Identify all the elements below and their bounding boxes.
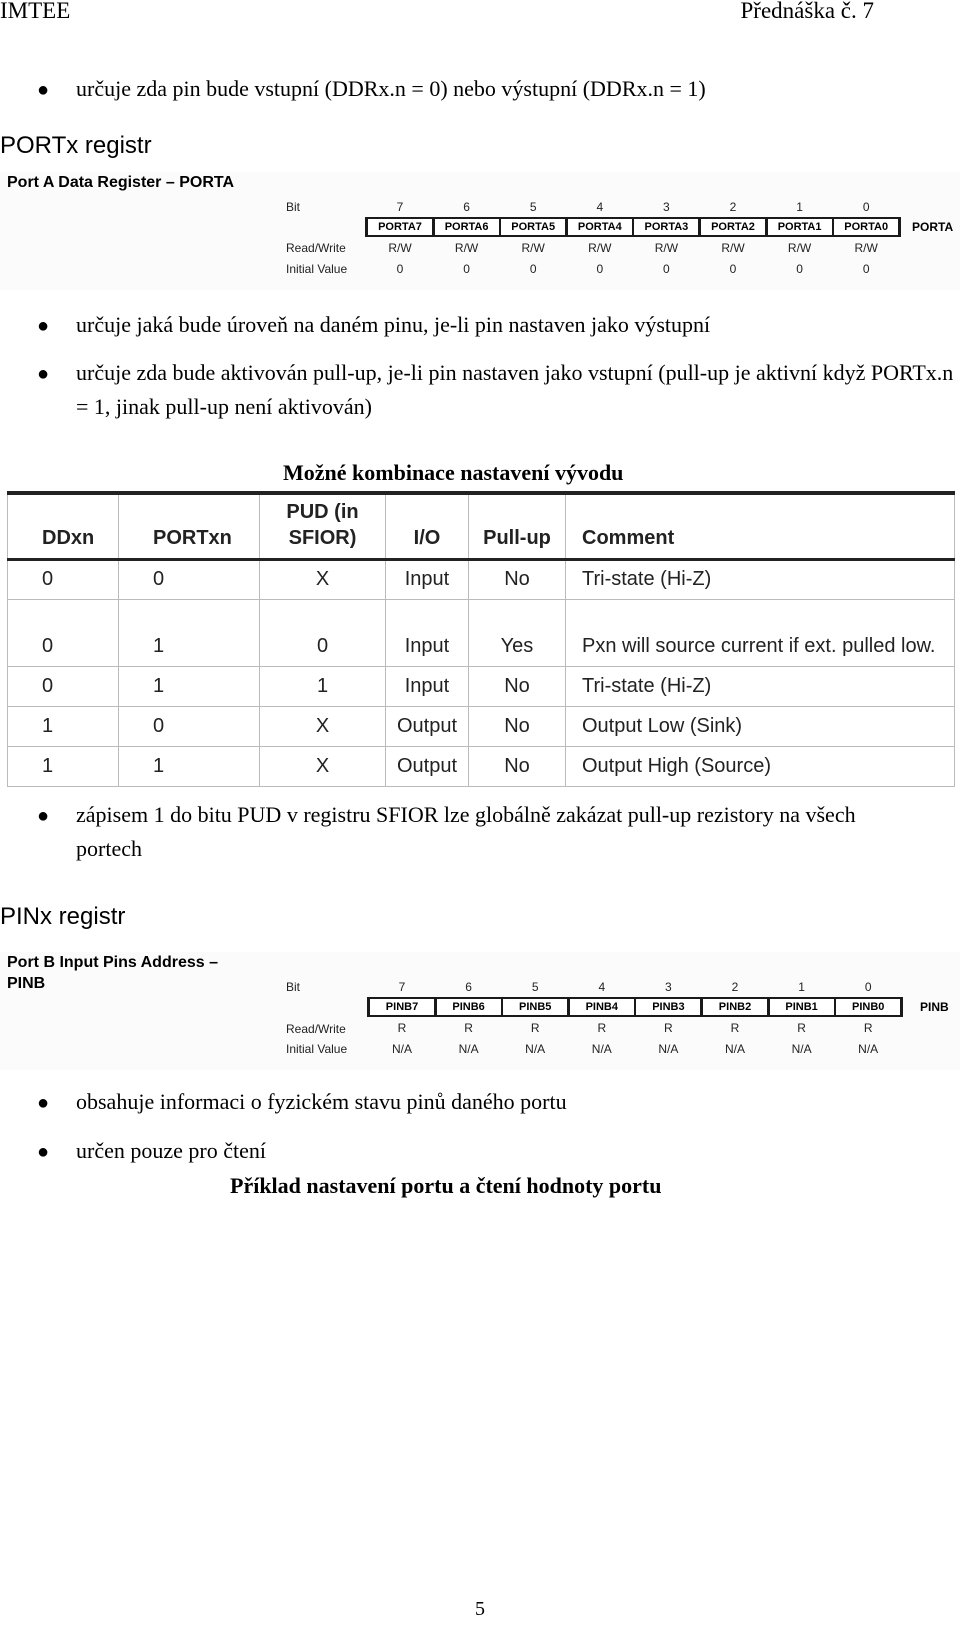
- pinb-bit-rw: R: [597, 1021, 607, 1035]
- combos-title: Možné kombinace nastavení vývodu: [283, 460, 624, 485]
- cell-io: Input: [386, 560, 469, 600]
- cell-pullup: No: [469, 667, 566, 707]
- cell-portxn: 1: [119, 600, 260, 667]
- cell-pullup: Yes: [469, 600, 566, 667]
- porta-figure-title: Port A Data Register – PORTA: [7, 174, 235, 191]
- porta-bit-number: 5: [529, 200, 537, 214]
- porta-bit-init: 0: [463, 262, 470, 276]
- bullet-ddr-text: určuje zda pin bude vstupní (DDRx.n = 0) nebo výstupní (DDRx.n = 1): [76, 76, 706, 101]
- porta-bit-name: PORTA6: [435, 219, 499, 235]
- porta-bit-number: 2: [729, 200, 737, 214]
- pinb-bit-name: PINB4: [570, 999, 634, 1015]
- init-label: Initial Value: [286, 262, 348, 276]
- cell-ddxn: 1: [8, 747, 119, 787]
- bit-label: Bit: [286, 200, 301, 214]
- porta-bit-name: PORTA0: [834, 219, 898, 235]
- porta-bit-number: 7: [396, 200, 404, 214]
- cell-comment: Pxn will source current if ext. pulled low.: [566, 600, 955, 667]
- rw-label: Read/Write: [286, 241, 346, 255]
- cell-portxn: 0: [119, 560, 260, 600]
- pinb-figure-title-1: Port B Input Pins Address –: [7, 954, 218, 971]
- pinb-bit-name: PINB6: [437, 999, 501, 1015]
- col-pud-label: PUD (in SFIOR): [286, 501, 359, 549]
- porta-bit-name: PORTA3: [634, 219, 698, 235]
- bit-label: Bit: [286, 980, 301, 994]
- cell-comment: Output High (Source): [566, 747, 955, 787]
- cell-ddxn: 0: [8, 667, 119, 707]
- cell-ddxn: 0: [8, 560, 119, 600]
- pinb-bit-number: 5: [531, 980, 539, 994]
- pinb-bit-name: PINB1: [770, 999, 834, 1015]
- porta-bit-name: PORTA7: [368, 219, 432, 235]
- header-right: Přednáška č. 7: [740, 0, 874, 23]
- cell-io: Output: [386, 707, 469, 747]
- porta-bit-init: 0: [396, 262, 404, 276]
- cell-comment: Output Low (Sink): [566, 707, 955, 747]
- cell-pullup: No: [469, 560, 566, 600]
- pinb-bit-rw: R: [530, 1021, 540, 1035]
- header-left: IMTEE: [0, 0, 71, 23]
- bullet-icon: ●: [37, 1141, 50, 1163]
- porta-bit-init: 0: [529, 262, 537, 276]
- cell-pud: X: [260, 747, 386, 787]
- bullet-icon: ●: [37, 805, 50, 827]
- porta-bit-number: 4: [596, 200, 604, 214]
- page-number: 5: [475, 1598, 485, 1620]
- bullet-pullup: určuje zda bude aktivován pull-up, je-li pin nastaven jako vstupní (pull-up je aktivní když PORTx.n = 1, jinak pull-up není aktivován): [76, 360, 954, 419]
- cell-pud: X: [260, 560, 386, 600]
- init-label: Initial Value: [286, 1042, 348, 1056]
- table-row: [8, 560, 955, 600]
- porta-reg-name: PORTA: [912, 220, 954, 234]
- pinb-bit-rw: R: [397, 1021, 407, 1035]
- porta-bit-rw: R/W: [654, 241, 679, 255]
- porta-bit-rw: R/W: [521, 241, 545, 255]
- pinx-heading: PINx registr: [0, 903, 126, 930]
- col-pullup: Pull-up: [469, 495, 566, 560]
- porta-bit-rw: R/W: [854, 241, 878, 255]
- pinb-bit-init: N/A: [724, 1042, 745, 1056]
- pinb-bit-number: 7: [398, 980, 406, 994]
- porta-bit-name: PORTA1: [768, 219, 832, 235]
- portx-heading: PORTx registr: [0, 132, 152, 159]
- cell-pud: X: [260, 707, 386, 747]
- table-row: [8, 707, 955, 747]
- cell-ddxn: 0: [8, 600, 119, 667]
- pinb-register-figure: [0, 952, 960, 1070]
- table-header-row: [8, 495, 955, 560]
- bullet-icon: ●: [37, 315, 50, 337]
- pinb-bit-name: PINB2: [703, 999, 767, 1015]
- porta-register-figure: [0, 172, 960, 290]
- pinb-bit-number: 3: [665, 980, 672, 994]
- col-io: I/O: [386, 495, 469, 560]
- col-comment: Comment: [566, 495, 955, 560]
- pinb-bit-init: N/A: [591, 1042, 612, 1056]
- combos-table: [7, 495, 955, 787]
- pinb-bit-init: N/A: [458, 1042, 479, 1056]
- pinb-reg-name: PINB: [920, 1000, 949, 1014]
- pinb-bit-number: 4: [598, 980, 606, 994]
- cell-portxn: 1: [119, 747, 260, 787]
- example-title: Příklad nastavení portu a čtení hodnoty portu: [230, 1173, 662, 1198]
- pinb-bit-rw: R: [664, 1021, 673, 1035]
- cell-pud: 0: [260, 600, 386, 667]
- pinb-bit-rw: R: [464, 1021, 473, 1035]
- bullet-read-only: určen pouze pro čtení: [76, 1138, 266, 1163]
- rw-label: Read/Write: [286, 1022, 346, 1036]
- col-pud: [260, 495, 386, 560]
- cell-io: Input: [386, 667, 469, 707]
- porta-bit-rw: R/W: [721, 241, 745, 255]
- pinb-bit-number: 0: [864, 980, 872, 994]
- pinb-bit-init: N/A: [791, 1042, 812, 1056]
- pinb-bit-name: PINB7: [370, 999, 434, 1015]
- porta-bit-init: 0: [729, 262, 737, 276]
- pinb-bit-init: N/A: [658, 1042, 679, 1056]
- porta-bit-number: 1: [796, 200, 803, 214]
- table-row: [8, 747, 955, 787]
- porta-bit-rw: R/W: [454, 241, 479, 255]
- porta-bit-name: PORTA2: [701, 219, 765, 235]
- cell-io: Input: [386, 600, 469, 667]
- pinb-bit-rw: R: [797, 1021, 806, 1035]
- pinb-bit-init: N/A: [391, 1042, 412, 1056]
- porta-bit-number: 0: [862, 200, 870, 214]
- bullet-icon: ●: [37, 363, 50, 385]
- porta-bit-name: PORTA4: [568, 219, 632, 235]
- cell-pullup: No: [469, 747, 566, 787]
- cell-ddxn: 1: [8, 707, 119, 747]
- cell-portxn: 0: [119, 707, 260, 747]
- cell-portxn: 1: [119, 667, 260, 707]
- pinb-bit-rw: R: [863, 1021, 873, 1035]
- porta-bit-init: 0: [663, 262, 670, 276]
- bullet-icon: ●: [37, 79, 50, 101]
- porta-bit-number: 6: [463, 200, 470, 214]
- cell-io: Output: [386, 747, 469, 787]
- pinb-bit-rw: R: [730, 1021, 740, 1035]
- pinb-bit-number: 2: [731, 980, 739, 994]
- pinb-bit-number: 6: [465, 980, 472, 994]
- bullet-icon: ●: [37, 1092, 50, 1114]
- col-portxn: PORTxn: [119, 495, 260, 560]
- porta-bit-init: 0: [596, 262, 604, 276]
- table-row: [8, 667, 955, 707]
- table-row: [8, 600, 955, 667]
- porta-bit-init: 0: [862, 262, 870, 276]
- cell-pullup: No: [469, 707, 566, 747]
- porta-bit-number: 3: [663, 200, 670, 214]
- pinb-figure-title-2: PINB: [7, 975, 46, 992]
- cell-comment: Tri-state (Hi-Z): [566, 667, 955, 707]
- bullet-pud: zápisem 1 do bitu PUD v registru SFIOR lze globálně zakázat pull-up rezistory na všech portech: [76, 802, 856, 861]
- porta-bit-rw: R/W: [388, 241, 412, 255]
- porta-bit-rw: R/W: [787, 241, 812, 255]
- pinb-bit-init: N/A: [525, 1042, 546, 1056]
- pinb-bit-name: PINB0: [836, 999, 900, 1015]
- col-ddxn: DDxn: [8, 495, 119, 560]
- pinb-bit-name: PINB5: [503, 999, 567, 1015]
- pinb-bit-name: PINB3: [636, 999, 700, 1015]
- cell-pud: 1: [260, 667, 386, 707]
- bullet-physical-state: obsahuje informaci o fyzickém stavu pinů daného portu: [76, 1089, 567, 1114]
- pinb-bit-init: N/A: [858, 1042, 879, 1056]
- cell-comment: Tri-state (Hi-Z): [566, 560, 955, 600]
- pinb-bit-number: 1: [798, 980, 805, 994]
- porta-bit-init: 0: [796, 262, 803, 276]
- bullet-output-level: určuje jaká bude úroveň na daném pinu, je-li pin nastaven jako výstupní: [76, 312, 711, 337]
- porta-bit-rw: R/W: [588, 241, 612, 255]
- porta-bit-name: PORTA5: [501, 219, 565, 235]
- combos-table-wrap: [7, 491, 955, 787]
